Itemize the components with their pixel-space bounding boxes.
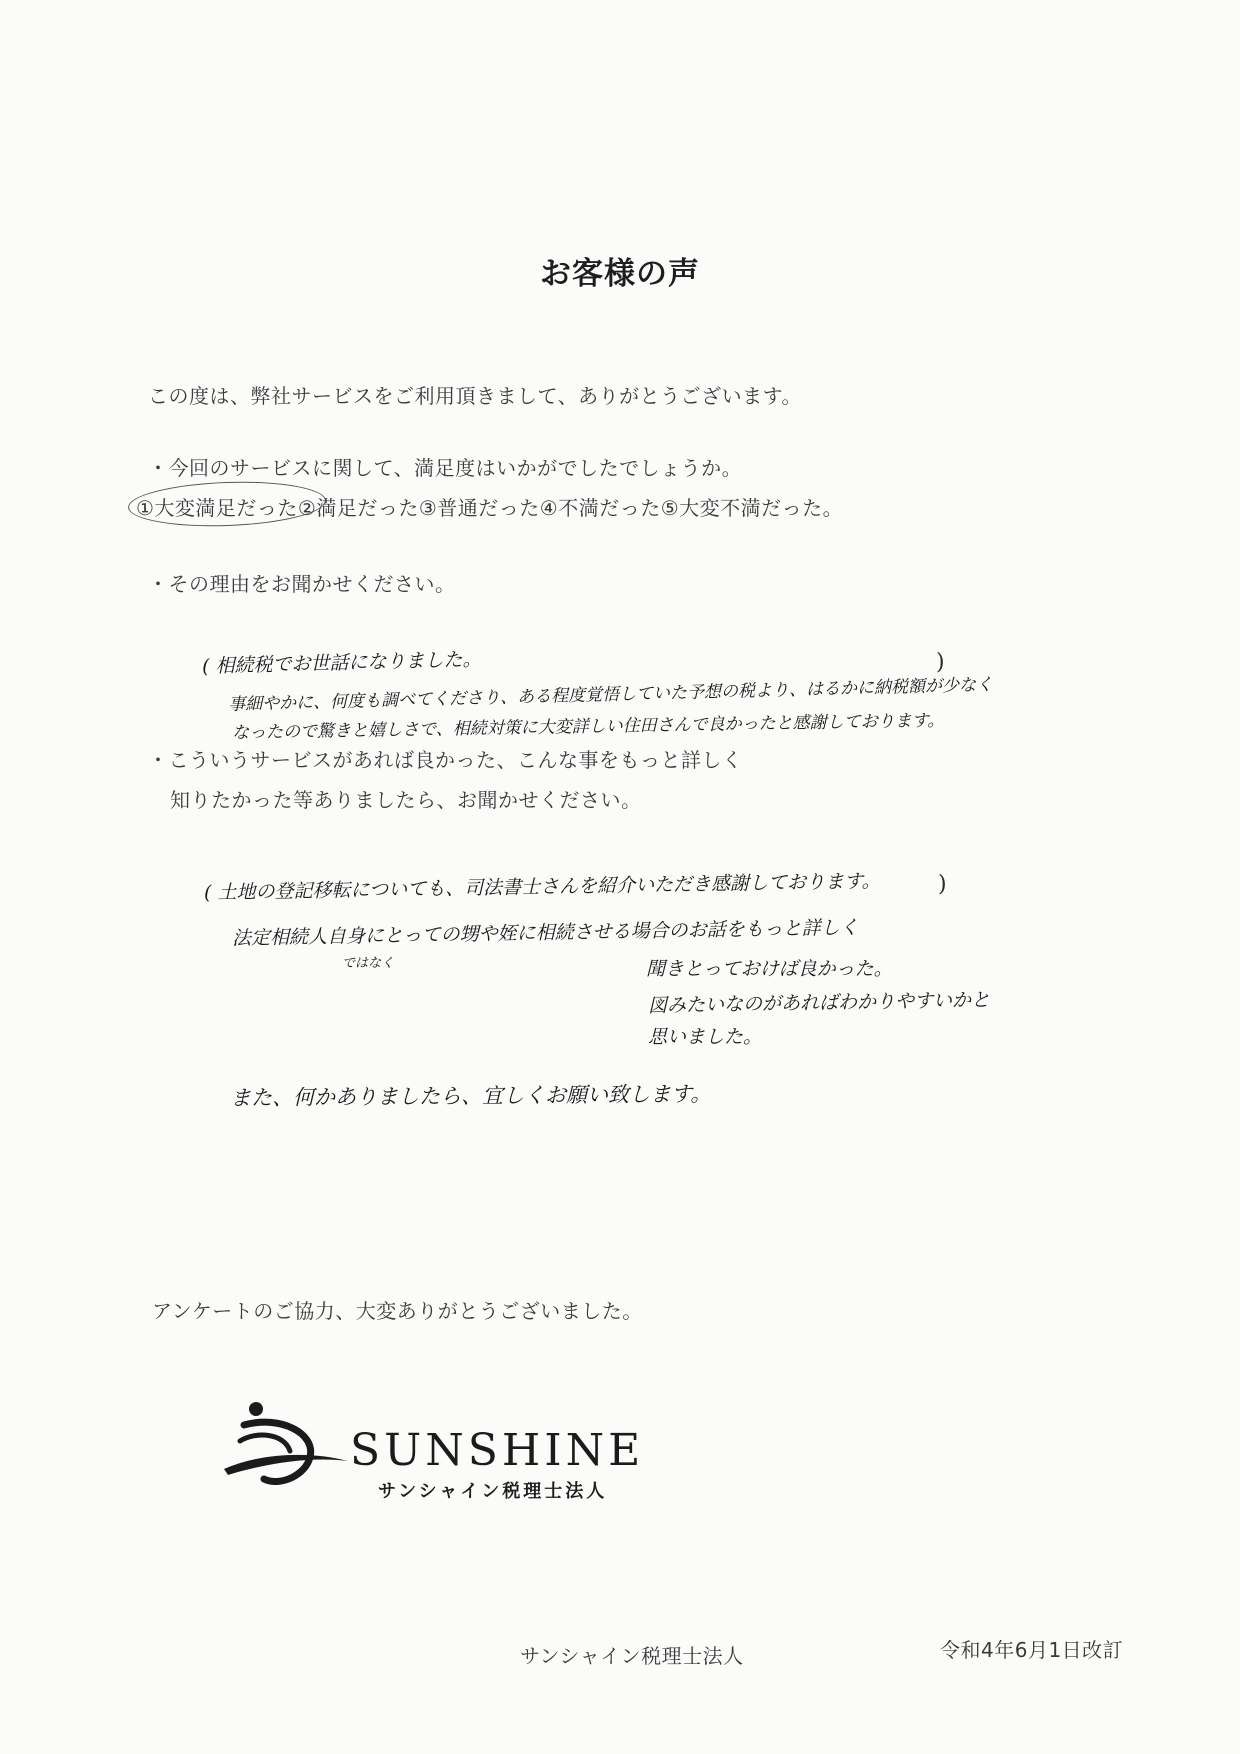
page-title: お客様の声 <box>540 256 700 292</box>
sunshine-logo <box>220 1395 700 1505</box>
q3-close-paren: ) <box>938 872 947 897</box>
intro-text: この度は、弊社サービスをご利用頂きまして、ありがとうございます。 <box>148 384 802 408</box>
q3-answer-line-4: 図みたいなのがあればわかりやすいかと <box>647 989 991 1017</box>
q3-answer-line-3: 聞きとっておけば良かった。 <box>646 958 893 980</box>
footer-company: サンシャイン税理士法人 <box>520 1644 744 1668</box>
q1-question: ・今回のサービスに関して、満足度はいかがでしたでしょうか。 <box>148 456 743 480</box>
logo-subtitle: サンシャイン税理士法人 <box>378 1481 608 1502</box>
q2-answer-line-3: なったので驚きと嬉しさで、相続対策に大変詳しい住田さんで良かったと感謝しております。 <box>231 710 945 744</box>
q3-question-line-1: ・こういうサービスがあれば良かった、こんな事をもっと詳しく <box>148 748 743 772</box>
q3-answer-line-1: ( 土地の登記移転についても、司法書士さんを紹介いただき感謝しております。 <box>203 870 881 904</box>
q3-insert-note: ではなく <box>342 956 395 971</box>
logo-wordmark: SUNSHINE <box>350 1425 645 1476</box>
q2-close-paren: ) <box>936 650 945 675</box>
q2-question: ・その理由をお聞かせください。 <box>148 572 456 596</box>
thanks-text: アンケートのご協力、大変ありがとうございました。 <box>152 1299 643 1323</box>
sunshine-emblem-icon <box>220 1395 350 1505</box>
footer-revision: 令和4年6月1日改訂 <box>940 1638 1124 1662</box>
q3-answer-line-2: 法定相続人自身にとっての甥や姪に相続させる場合のお話をもっと詳しく <box>231 916 859 950</box>
q1-options: ①大変満足だった②満足だった③普通だった④不満だった⑤大変不満だった。 <box>136 496 844 520</box>
q2-answer-line-2: 事細やかに、何度も調べてくださり、ある程度覚悟していた予想の税より、はるかに納税額が少なく <box>227 674 994 716</box>
q3-answer-line-5: 思いました。 <box>648 1026 763 1048</box>
q2-answer-line-1: ( 相続税でお世話になりました。 <box>201 648 482 678</box>
q3-question-line-2: 知りたかった等ありましたら、お聞かせください。 <box>170 788 642 812</box>
closing-handwritten: また、何かありましたら、宜しくお願い致します。 <box>229 1081 712 1111</box>
